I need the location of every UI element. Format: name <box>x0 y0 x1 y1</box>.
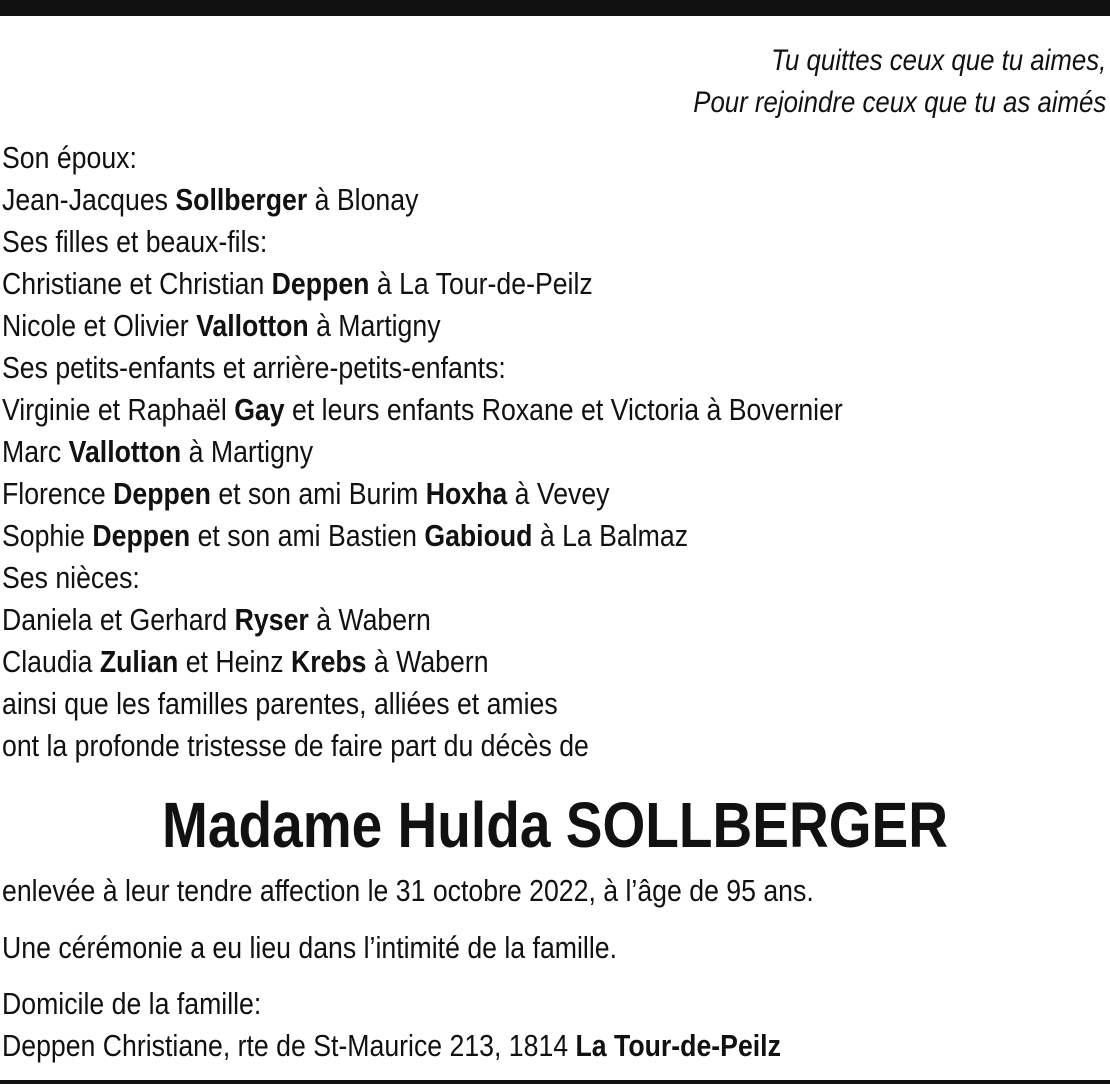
family-line <box>2 137 843 179</box>
family-line <box>2 683 843 725</box>
family-surname: Gabioud <box>424 518 533 553</box>
family-line <box>2 725 843 767</box>
family-text: à Wabern <box>366 644 489 679</box>
domicile-address <box>2 1025 781 1067</box>
top-rule <box>0 0 1110 16</box>
family-text: et Heinz <box>178 644 291 679</box>
domicile-town: La Tour-de-Peilz <box>575 1028 781 1063</box>
family-surname: Deppen <box>271 266 370 301</box>
bottom-rule <box>0 1080 1110 1084</box>
family-line <box>2 431 843 473</box>
family-text: Daniela et Gerhard <box>2 602 235 637</box>
family-surname: Vallotton <box>68 434 182 469</box>
family-text: Claudia <box>2 644 100 679</box>
death-notice: enlevée à leur tendre affection le 31 octobre 2022, à l’âge de 95 ans. <box>2 873 814 908</box>
family-text: à Martigny <box>308 308 441 343</box>
family-surname: Vallotton <box>196 308 309 343</box>
family-line <box>2 305 843 347</box>
ceremony-notice: Une cérémonie a eu lieu dans l’intimité de la famille. <box>2 930 617 965</box>
family-text: à La Tour-de-Peilz <box>369 266 593 301</box>
family-text: Jean-Jacques <box>2 182 176 217</box>
family-text: Son époux: <box>2 140 137 175</box>
family-line <box>2 515 843 557</box>
deceased-name: Madame Hulda SOLLBERGER <box>162 789 948 861</box>
family-text: à Wabern <box>308 602 431 637</box>
family-text: et son ami Bastien <box>190 518 425 553</box>
family-text: ainsi que les familles parentes, alliées et amies <box>2 686 558 721</box>
family-line <box>2 263 843 305</box>
domicile <box>2 983 781 1067</box>
family-text: Ses filles et beaux-fils: <box>2 224 268 259</box>
family-text: Ses nièces: <box>2 560 140 595</box>
family-text: Virginie et Raphaël <box>2 392 235 427</box>
family-text: à Vevey <box>507 476 610 511</box>
domicile-street: Deppen Christiane, rte de St-Maurice 213, 1814 <box>2 1028 576 1063</box>
family-text: et son ami Burim <box>210 476 426 511</box>
family-text: Nicole et Olivier <box>2 308 197 343</box>
family-line <box>2 221 843 263</box>
family-text: Florence <box>2 476 114 511</box>
family-text: Ses petits-enfants et arrière-petits-enfants: <box>2 350 506 385</box>
family-line <box>2 347 843 389</box>
family-text: à Blonay <box>307 182 419 217</box>
family-surname: Gay <box>234 392 285 427</box>
epigraph-line-1: Tu quittes ceux que tu aimes, <box>770 44 1106 77</box>
family-surname: Krebs <box>290 644 367 679</box>
family-text: à La Balmaz <box>532 518 689 553</box>
family-surname: Deppen <box>92 518 191 553</box>
family-text: ont la profonde tristesse de faire part du décès de <box>2 728 589 763</box>
family-text: Christiane et Christian <box>2 266 272 301</box>
family-list <box>2 137 843 767</box>
family-line <box>2 641 843 683</box>
family-line <box>2 389 843 431</box>
family-surname: Sollberger <box>175 182 308 217</box>
domicile-label: Domicile de la famille: <box>2 986 262 1021</box>
family-text: à Martigny <box>181 434 314 469</box>
family-surname: Deppen <box>113 476 211 511</box>
family-line <box>2 599 843 641</box>
family-surname: Ryser <box>234 602 309 637</box>
family-text: Sophie <box>2 518 93 553</box>
family-line <box>2 179 843 221</box>
epigraph <box>693 40 1106 124</box>
epigraph-line-2: Pour rejoindre ceux que tu as aimés <box>692 86 1106 119</box>
family-surname: Hoxha <box>425 476 508 511</box>
family-line <box>2 473 843 515</box>
family-text: Marc <box>2 434 69 469</box>
family-surname: Zulian <box>99 644 179 679</box>
family-text: et leurs enfants Roxane et Victoria à Bovernier <box>284 392 843 427</box>
family-line <box>2 557 843 599</box>
